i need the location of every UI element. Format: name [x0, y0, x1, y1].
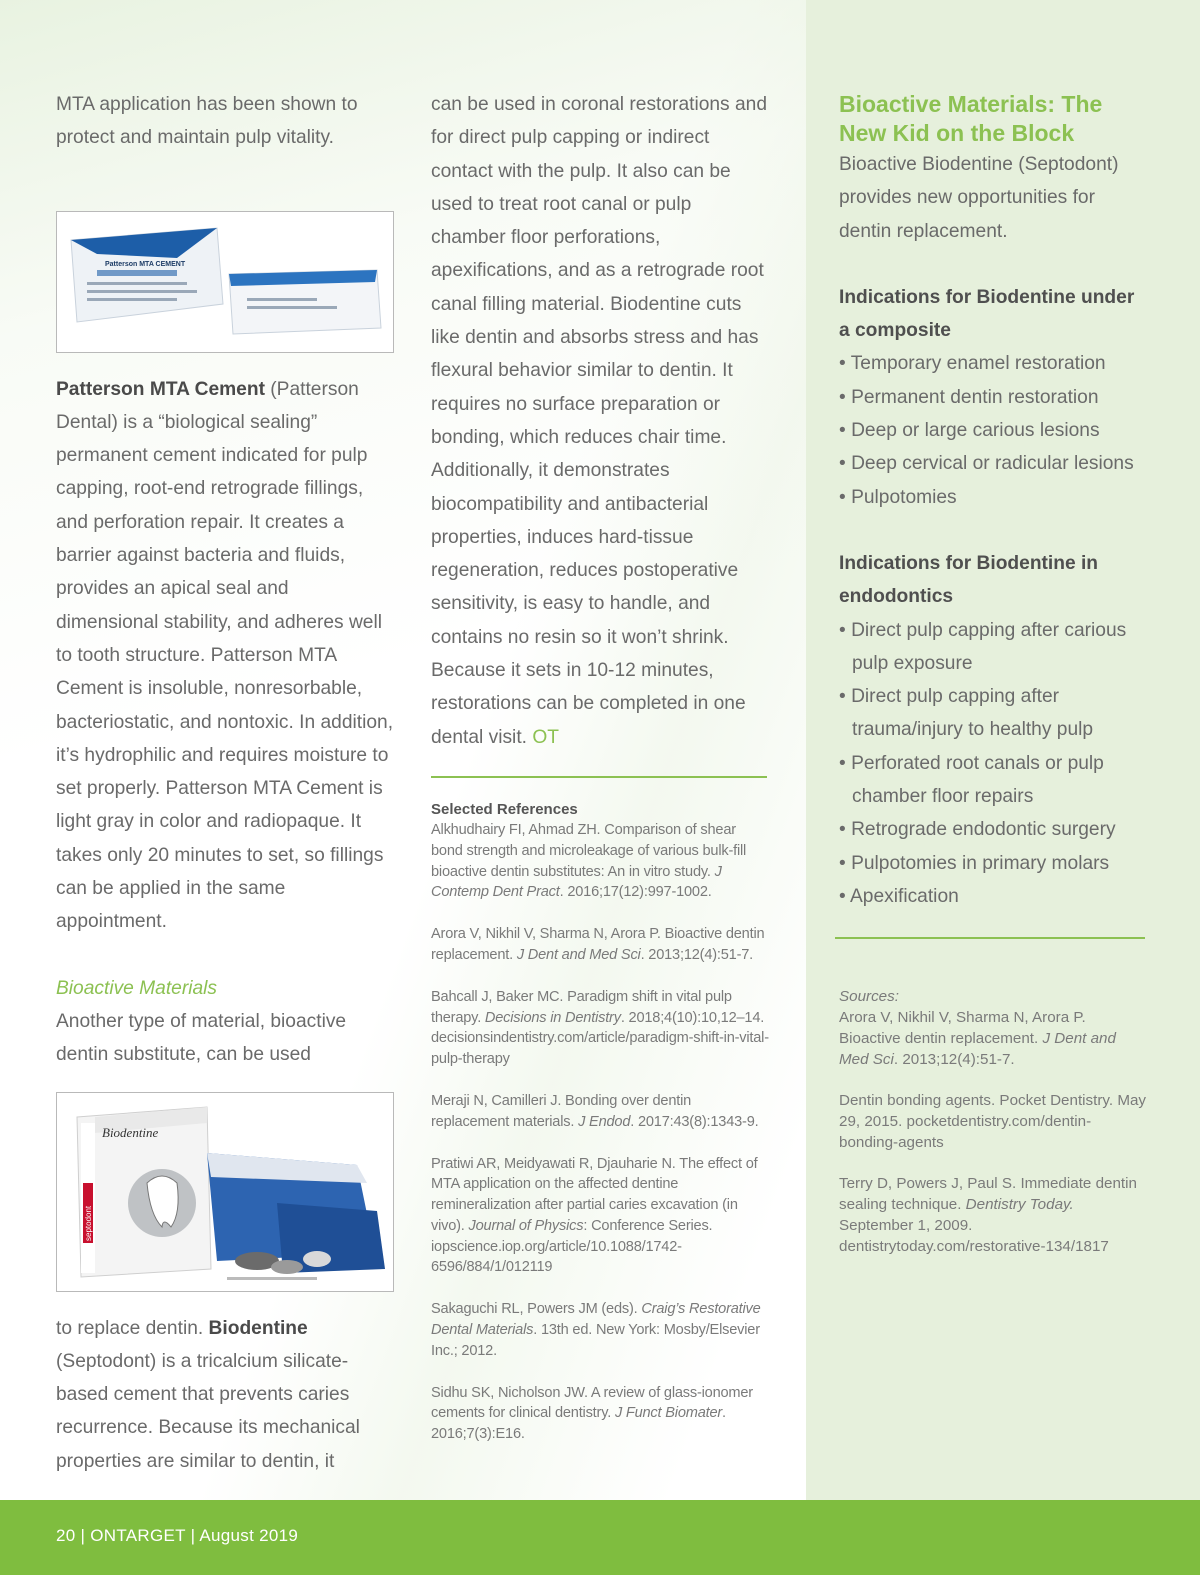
indication-item: • Permanent dentin restoration: [839, 381, 1149, 414]
composite-indications-title: Indications for Biodentine under a composite: [839, 286, 1135, 342]
source-item: [839, 1008, 1149, 1070]
biodentine-paragraph: [56, 1312, 396, 1478]
mta-box-label: Patterson MTA CEMENT: [105, 260, 186, 268]
references-divider: [431, 776, 767, 778]
sources-label: Sources:: [839, 988, 899, 1006]
indication-item: • Perforated root canals or pulp chamber floor repairs: [839, 747, 1149, 814]
page-footer: [0, 1500, 1200, 1575]
sidebar-heading: Bioactive Materials: The New Kid on the Block: [839, 91, 1103, 146]
reference-authors: Sakaguchi RL, Powers JM (eds).: [431, 1301, 642, 1318]
source-1-details: . 2013;12(4):51-7.: [893, 1050, 1015, 1068]
reference-authors: Sidhu SK, Nicholson JW. A review of glass-ionomer cements for clinical dentistry.: [431, 1384, 753, 1422]
biodentine-description: (Septodont) is a tricalcium silicate-based cement that prevents caries recurrence. Because its mechanical properties are similar to dentin, it: [56, 1350, 360, 1472]
reference-details: . 2016;7(3):E16.: [431, 1405, 726, 1443]
reference-journal: Journal of Physics: [468, 1217, 584, 1234]
sidebar: [839, 90, 1149, 1258]
source-item: Dentin bonding agents. Pocket Dentistry. May 29, 2015. pocketdentistry.com/dentin-bonding-agents: [839, 1092, 1147, 1151]
endodontics-indications-title: Indications for Biodentine in endodontics: [839, 552, 1099, 608]
column-1: [56, 88, 396, 1478]
indication-item: • Deep cervical or radicular lesions: [839, 447, 1149, 480]
indication-item: • Deep or large carious lesions: [839, 414, 1149, 447]
reference-item: [431, 1091, 771, 1133]
indication-item: • Temporary enamel restoration: [839, 347, 1149, 380]
reference-authors: Arora V, Nikhil V, Sharma N, Arora P. Bioactive dentin replacement.: [431, 926, 765, 963]
end-mark: OT: [532, 726, 559, 748]
reference-item: [431, 1299, 771, 1361]
biodentine-box-label: Biodentine: [102, 1124, 159, 1140]
reference-journal: J Dent and Med Sci: [516, 946, 641, 963]
reference-details: . 2016;17(12):997-1002.: [559, 884, 712, 901]
endodontics-indications-list: [839, 614, 1149, 914]
source-3-authors: Terry D, Powers J, Paul S. Immediate dentin sealing technique.: [839, 1175, 1137, 1214]
biodentine-product-name: Biodentine: [208, 1317, 308, 1339]
mta-paragraph: [56, 373, 396, 939]
reference-authors: Meraji N, Camilleri J. Bonding over dentin replacement materials.: [431, 1092, 692, 1130]
bioactive-paragraph: Another type of material, bioactive dentin substitute, can be used: [56, 1010, 347, 1066]
reference-authors: Alkhudhairy FI, Ahmad ZH. Comparison of shear bond strength and microleakage of various bulk-fill bioactive dentin substitutes: An in vitro study.: [431, 821, 747, 880]
reference-details: . 2013;12(4):51-7.: [640, 946, 754, 963]
source-1-authors: Arora V, Nikhil V, Sharma N, Arora P. Bioactive dentin replacement.: [839, 1009, 1086, 1047]
references-title: Selected References: [431, 800, 578, 818]
indication-item: • Apexification: [839, 880, 1149, 913]
sources-divider: [835, 937, 1145, 939]
indication-item: • Retrograde endodontic surgery: [839, 813, 1149, 846]
mta-cement-illustration: [57, 212, 394, 353]
reference-item: [431, 820, 771, 903]
reference-journal: J Contemp Dent Pract: [431, 863, 722, 901]
references-list: [431, 820, 771, 1445]
indication-item: • Pulpotomies: [839, 481, 1149, 514]
sources-block: [839, 987, 1149, 1257]
footer-folio: 20 | ONTARGET | August 2019: [56, 1526, 299, 1545]
reference-journal: J Endod: [578, 1113, 631, 1130]
source-1-journal: J Dent and Med Sci: [839, 1029, 1116, 1068]
source-3-journal: Dentistry Today.: [965, 1196, 1074, 1214]
indication-item: • Direct pulp capping after carious pulp exposure: [839, 614, 1149, 681]
reference-item: [431, 924, 771, 966]
reference-authors: Pratiwi AR, Meidyawati R, Djauharie N. The effect of MTA application on the affected dentine remineralization after partial caries excavation (in vivo).: [431, 1155, 758, 1234]
biodentine-product-image: [56, 1092, 394, 1292]
reference-details: . 2017:43(8):1343-9.: [630, 1113, 759, 1130]
source-item: [839, 1174, 1149, 1257]
continued-paragraph: [431, 88, 771, 754]
reference-details: . 13th ed. New York: Mosby/Elsevier Inc.; 2012.: [431, 1322, 760, 1359]
reference-item: [431, 1154, 771, 1279]
indication-item: • Direct pulp capping after trauma/injury to healthy pulp: [839, 680, 1149, 747]
source-3-details: September 1, 2009. dentistrytoday.com/restorative-134/1817: [839, 1217, 1109, 1255]
sidebar-intro: Bioactive Biodentine (Septodont) provides new opportunities for dentin replacement.: [839, 154, 1119, 242]
intro-paragraph: MTA application has been shown to protect and maintain pulp vitality.: [56, 94, 358, 149]
mta-product-name: Patterson MTA Cement: [56, 378, 265, 400]
reference-journal: Decisions in Dentistry: [484, 1009, 621, 1026]
septodont-label: septodont: [84, 1205, 93, 1241]
continued-text: can be used in coronal restorations and for direct pulp capping or indirect contact with the pulp. It also can be used to treat root canal or pulp chamber floor perforations, apexifications, and as a retrograde root canal filling material. Biodentine cuts like dentin and absorbs stress and has flexural behavior similar to dentin. It requires no surface preparation or bonding, which reduces chair time. Additionally, it demonstrates biocompatibility and antibacterial properties, induces hard-tissue regeneration, reduces postoperative sensitivity, is easy to handle, and contains no resin so it won’t shrink. Because it sets in 10-12 minutes, restorations can be completed in one dental visit.: [431, 94, 767, 748]
reference-journal: J Funct Biomater: [614, 1405, 723, 1422]
biodentine-lead-in: to replace dentin.: [56, 1317, 209, 1339]
indication-item: • Pulpotomies in primary molars: [839, 847, 1149, 880]
mta-cement-product-image: [56, 211, 394, 353]
biodentine-illustration: [57, 1093, 394, 1292]
reference-details: : Conference Series. iopscience.iop.org/article/10.1088/1742-6596/884/1/012119: [431, 1217, 713, 1276]
reference-authors: Bahcall J, Baker MC. Paradigm shift in vital pulp therapy.: [431, 988, 732, 1026]
reference-journal: Craig’s Restorative Dental Materials: [431, 1301, 761, 1339]
column-2: [431, 88, 771, 1466]
reference-details: . 2018;4(10):10,12–14. decisionsindentistry.com/article/paradigm-shift-in-vital-pulp-therapy: [431, 1009, 769, 1068]
composite-indications-list: [839, 347, 1149, 513]
reference-item: [431, 1383, 771, 1445]
bioactive-subheading: Bioactive Materials: [56, 977, 218, 999]
mta-description: (Patterson Dental) is a “biological sealing” permanent cement indicated for pulp capping, root-end retrograde fillings, and perforation repair. It creates a barrier against bacteria and fluids, provides an apical seal and dimensional stability, and adheres well to tooth structure. Patterson MTA Cement is insoluble, nonresorbable, bacteriostatic, and nontoxic. In addition, it’s hydrophilic and requires moisture to set properly. Patterson MTA Cement is light gray in color and radiopaque. It takes only 20 minutes to set, so fillings can be applied in the same appointment.: [56, 378, 394, 933]
reference-item: [431, 987, 771, 1070]
